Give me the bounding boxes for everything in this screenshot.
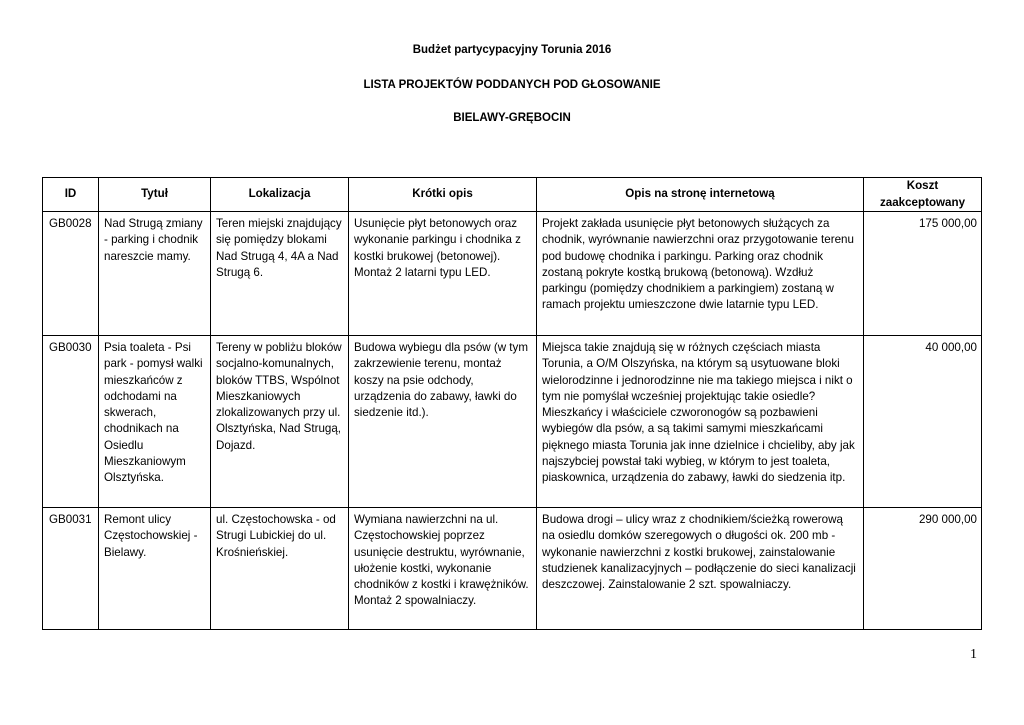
cell-cost: 175 000,00 — [864, 212, 982, 336]
table-header-row — [43, 178, 982, 212]
table-row — [43, 336, 982, 508]
document-title: Budżet partycypacyjny Torunia 2016 — [412, 44, 612, 56]
table-row — [43, 508, 982, 630]
page-number: 1 — [970, 647, 977, 662]
cell-id: GB0031 — [43, 508, 99, 630]
col-header-id: ID — [43, 178, 99, 212]
cell-web-description: Miejsca takie znajdują się w różnych częściach miasta Torunia, a O/M Olszyńska, na którym są usytuowane bloki wielorodzinne i jednorodzinne nie ma takiego miejsca i nikt o tym nie pomyślał wcześniej projektując takie osiedle? Mieszkańcy i właściciele czworonogów są pozbawieni wybiegów dla psów, a są takimi samymi mieszkańcami pięknego miasta Torunia jak inne dzielnice i chcieliby, aby jak najszybciej powstał taki wybieg, w którym to jest toaleta, piaskownica, urządzenia do zabawy, ławki do siedzenia itp. — [537, 336, 864, 508]
cell-location: Teren miejski znajdujący się pomiędzy blokami Nad Strugą 4, 4A a Nad Strugą 6. — [211, 212, 349, 336]
cell-location: Tereny w pobliżu bloków socjalno-komunalnych, bloków TTBS, Wspólnot Mieszkaniowych zlokalizowanych przy ul. Olsztyńska, Nad Strugą, Dojazd. — [211, 336, 349, 508]
district-heading: BIELAWY-GRĘBOCIN — [453, 112, 571, 124]
col-header-location: Lokalizacja — [211, 178, 349, 212]
col-header-title: Tytuł — [99, 178, 211, 212]
cell-short-description: Usunięcie płyt betonowych oraz wykonanie parkingu i chodnika z kostki brukowej (betonowej). Montaż 2 latarni typu LED. — [349, 212, 537, 336]
cell-location: ul. Częstochowska - od Strugi Lubickiej do ul. Krośnieńskiej. — [211, 508, 349, 630]
cell-cost: 40 000,00 — [864, 336, 982, 508]
cell-web-description: Projekt zakłada usunięcie płyt betonowych służących za chodnik, wyrównanie nawierzchni oraz przygotowanie terenu pod budowę chodnika i parkingu. Parking oraz chodnik zostaną pokryte kostką brukową (betonową). Wzdłuż parkingu (pomiędzy chodnikiem a parkingiem) zostaną w ramach projektu umieszczone dwie latarnie typu LED. — [537, 212, 864, 336]
cell-short-description: Budowa wybiegu dla psów (w tym zakrzewienie terenu, montaż koszy na psie odchody, urządzenia do zabawy, ławki do siedzenie itd.). — [349, 336, 537, 508]
cell-title: Remont ulicy Częstochowskiej - Bielawy. — [99, 508, 211, 630]
cell-web-description: Budowa drogi – ulicy wraz z chodnikiem/ścieżką rowerową na osiedlu domków szeregowych o długości ok. 200 mb - wykonanie nawierzchni z kostki brukowej, zainstalowanie studzienek kanalizacyjnych – podłączenie do sieci kanalizacji deszczowej. Zainstalowanie 2 szt. spowalniaczy. — [537, 508, 864, 630]
cell-title: Psia toaleta - Psi park - pomysł walki mieszkańców z odchodami na skwerach, chodnikach na Osiedlu Mieszkaniowym Olsztyńska. — [99, 336, 211, 508]
cell-cost: 290 000,00 — [864, 508, 982, 630]
col-header-web-description: Opis na stronę internetową — [537, 178, 864, 212]
document-subtitle: LISTA PROJEKTÓW PODDANYCH POD GŁOSOWANIE — [363, 79, 661, 91]
projects-table — [42, 177, 982, 630]
col-header-short-description: Krótki opis — [349, 178, 537, 212]
cell-title: Nad Strugą zmiany - parking i chodnik nareszcie mamy. — [99, 212, 211, 336]
cell-short-description: Wymiana nawierzchni na ul. Częstochowskiej poprzez usunięcie destruktu, wyrównanie, ułożenie kostki, wykonanie chodników z kostki i krawężników. Montaż 2 spowalniaczy. — [349, 508, 537, 630]
cell-id: GB0028 — [43, 212, 99, 336]
cell-id: GB0030 — [43, 336, 99, 508]
col-header-cost: Koszt zaakceptowany — [864, 178, 982, 212]
table-row — [43, 212, 982, 336]
